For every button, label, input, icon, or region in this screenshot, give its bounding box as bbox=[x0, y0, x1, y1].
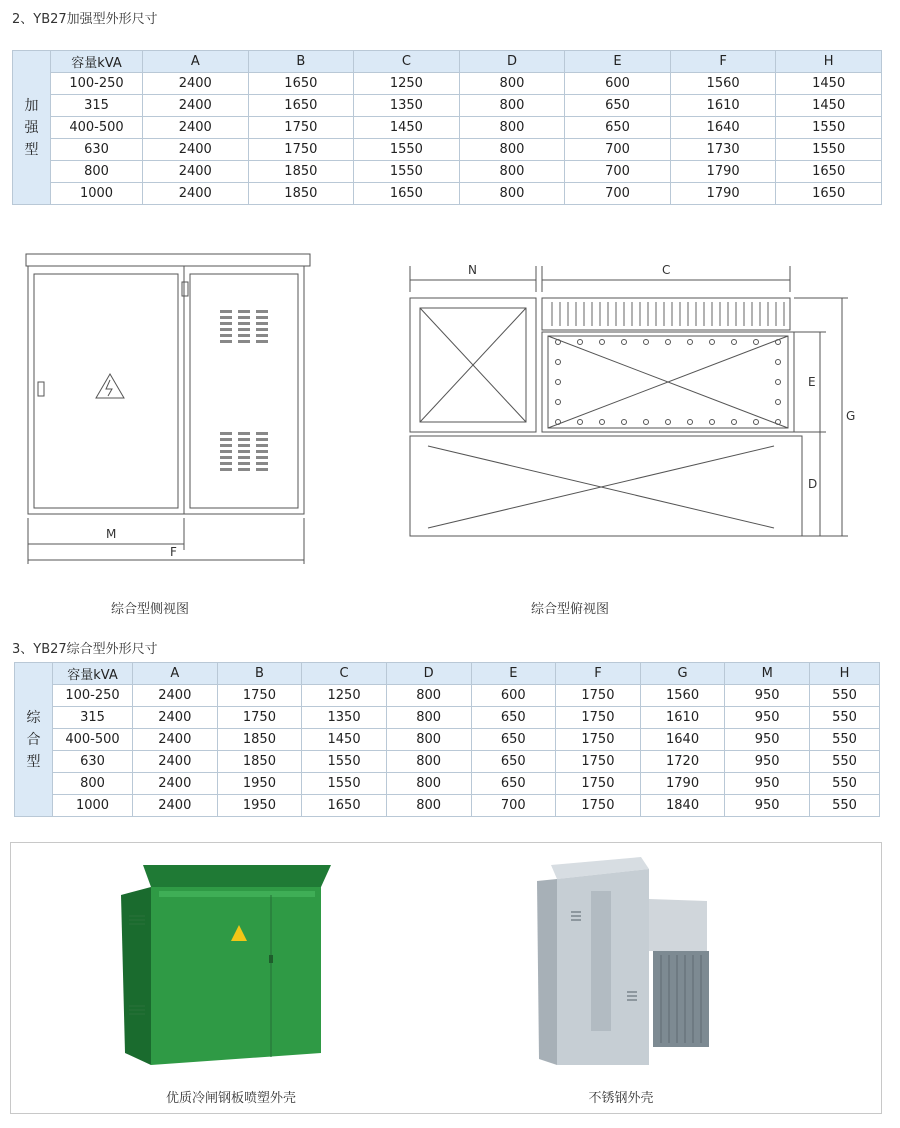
table-row bbox=[15, 773, 880, 795]
upper-louvers bbox=[220, 310, 268, 343]
table-cell: 1840 bbox=[640, 795, 725, 817]
table-cell: 1750 bbox=[556, 773, 641, 795]
table-cell: 1750 bbox=[248, 117, 354, 139]
table-cell: 950 bbox=[725, 795, 810, 817]
table-row bbox=[13, 117, 882, 139]
table-cell: 1790 bbox=[640, 773, 725, 795]
table-cell: 950 bbox=[725, 729, 810, 751]
table-cell: 1750 bbox=[248, 139, 354, 161]
table-cell: 550 bbox=[810, 751, 880, 773]
table-cell: 550 bbox=[810, 795, 880, 817]
table-cell: 1610 bbox=[670, 95, 776, 117]
side-view-caption: 综合型侧视图 bbox=[110, 602, 189, 617]
column-header: F bbox=[670, 51, 776, 73]
table-cell: 800 bbox=[459, 73, 565, 95]
door-handle-icon bbox=[38, 382, 44, 396]
table-cell: 1950 bbox=[217, 795, 302, 817]
table-row bbox=[13, 183, 882, 205]
table-cell: 315 bbox=[53, 707, 133, 729]
table-cell: 1350 bbox=[354, 95, 460, 117]
table-cell: 1650 bbox=[354, 183, 460, 205]
table-cell: 1550 bbox=[302, 751, 387, 773]
table-cell: 600 bbox=[565, 73, 671, 95]
table-cell: 1450 bbox=[776, 95, 882, 117]
table-cell: 1650 bbox=[248, 73, 354, 95]
side-label-cell bbox=[13, 51, 51, 205]
table-cell: 1750 bbox=[217, 685, 302, 707]
table-cell: 1720 bbox=[640, 751, 725, 773]
table-cell: 650 bbox=[471, 773, 556, 795]
table-cell: 1750 bbox=[217, 707, 302, 729]
side-label-cell bbox=[15, 663, 53, 817]
column-header: H bbox=[810, 663, 880, 685]
table-cell: 800 bbox=[386, 773, 471, 795]
table-cell: 630 bbox=[53, 751, 133, 773]
table-cell: 1750 bbox=[556, 751, 641, 773]
table-cell: 315 bbox=[51, 95, 143, 117]
green-cabinet-photo bbox=[121, 855, 341, 1073]
table-cell: 1950 bbox=[217, 773, 302, 795]
table-cell: 400-500 bbox=[51, 117, 143, 139]
table-cell: 800 bbox=[459, 139, 565, 161]
table-cell: 800 bbox=[459, 183, 565, 205]
radiator-fins bbox=[542, 298, 790, 330]
table-cell: 1650 bbox=[776, 183, 882, 205]
table-cell: 950 bbox=[725, 773, 810, 795]
left-cabinet-outline bbox=[28, 266, 184, 514]
table-cell: 1650 bbox=[248, 95, 354, 117]
table-cell: 1250 bbox=[302, 685, 387, 707]
table-cell: 950 bbox=[725, 685, 810, 707]
table-cell: 800 bbox=[459, 95, 565, 117]
table-cell: 700 bbox=[471, 795, 556, 817]
table-header-row bbox=[13, 51, 882, 73]
table-cell: 800 bbox=[459, 161, 565, 183]
table-cell: 1790 bbox=[670, 183, 776, 205]
table-cell: 1640 bbox=[640, 729, 725, 751]
table-cell: 2400 bbox=[143, 139, 249, 161]
table-header-row bbox=[15, 663, 880, 685]
side-label-char: 型 bbox=[24, 141, 39, 158]
right-cabinet-outline bbox=[184, 266, 304, 514]
table-cell: 950 bbox=[725, 707, 810, 729]
table-cell: 800 bbox=[53, 773, 133, 795]
table-cell: 630 bbox=[51, 139, 143, 161]
green-photo-caption: 优质冷闸钢板喷塑外壳 bbox=[165, 1091, 296, 1106]
table-cell: 1750 bbox=[556, 795, 641, 817]
column-header: D bbox=[459, 51, 565, 73]
table-cell: 2400 bbox=[133, 751, 218, 773]
fin-lines bbox=[552, 302, 784, 326]
table-cell: 1750 bbox=[556, 707, 641, 729]
column-header: 容量kVA bbox=[51, 51, 143, 73]
table-row bbox=[15, 751, 880, 773]
table-cell: 100-250 bbox=[53, 685, 133, 707]
table-cell: 2400 bbox=[143, 117, 249, 139]
table-cell: 550 bbox=[810, 685, 880, 707]
column-header: 容量kVA bbox=[53, 663, 133, 685]
table-cell: 1550 bbox=[776, 117, 882, 139]
top-view-drawing bbox=[402, 252, 862, 552]
steel-cabinet-photo bbox=[531, 851, 721, 1075]
column-header: B bbox=[217, 663, 302, 685]
combined-dimension-table bbox=[14, 662, 880, 817]
side-label-char: 综 bbox=[26, 709, 41, 726]
table-cell: 2400 bbox=[133, 685, 218, 707]
table-row bbox=[13, 139, 882, 161]
table-cell: 800 bbox=[386, 751, 471, 773]
table-cell: 800 bbox=[386, 685, 471, 707]
product-photos-panel bbox=[10, 842, 882, 1114]
table-cell: 2400 bbox=[143, 73, 249, 95]
table-cell: 800 bbox=[386, 795, 471, 817]
table-cell: 1550 bbox=[776, 139, 882, 161]
roof-outline bbox=[26, 254, 310, 266]
table-cell: 2400 bbox=[133, 795, 218, 817]
table-cell: 1550 bbox=[302, 773, 387, 795]
side-label-char: 加 bbox=[24, 97, 39, 114]
table-cell: 650 bbox=[565, 117, 671, 139]
table-cell: 1750 bbox=[556, 729, 641, 751]
table-cell: 650 bbox=[565, 95, 671, 117]
table-cell: 1850 bbox=[248, 161, 354, 183]
table-cell: 400-500 bbox=[53, 729, 133, 751]
table-cell: 550 bbox=[810, 729, 880, 751]
side-label-char: 型 bbox=[26, 753, 41, 770]
table-cell: 800 bbox=[386, 729, 471, 751]
table-cell: 650 bbox=[471, 707, 556, 729]
column-header: C bbox=[302, 663, 387, 685]
label-n: N bbox=[468, 263, 477, 277]
reinforced-dimension-table bbox=[12, 50, 882, 205]
label-d: D bbox=[808, 477, 818, 491]
top-view-caption: 综合型俯视图 bbox=[530, 602, 609, 617]
table-cell: 1640 bbox=[670, 117, 776, 139]
label-f: F bbox=[170, 545, 177, 559]
table-cell: 700 bbox=[565, 183, 671, 205]
table-row bbox=[15, 707, 880, 729]
table-row bbox=[15, 795, 880, 817]
section3-heading: 3、YB27综合型外形尺寸 bbox=[12, 642, 158, 657]
table-cell: 2400 bbox=[143, 183, 249, 205]
side-label-char: 合 bbox=[26, 731, 41, 748]
table-cell: 800 bbox=[51, 161, 143, 183]
table-cell: 100-250 bbox=[51, 73, 143, 95]
table-cell: 2400 bbox=[143, 161, 249, 183]
table-cell: 800 bbox=[386, 707, 471, 729]
table-cell: 2400 bbox=[133, 707, 218, 729]
label-m: M bbox=[106, 527, 117, 541]
table-cell: 1450 bbox=[354, 117, 460, 139]
table-cell: 1850 bbox=[217, 729, 302, 751]
table-row bbox=[13, 95, 882, 117]
table-cell: 1560 bbox=[640, 685, 725, 707]
column-header: A bbox=[143, 51, 249, 73]
steel-photo-caption: 不锈钢外壳 bbox=[588, 1091, 654, 1106]
table-cell: 800 bbox=[459, 117, 565, 139]
table-cell: 600 bbox=[471, 685, 556, 707]
table-cell: 2400 bbox=[133, 773, 218, 795]
table-row bbox=[13, 161, 882, 183]
table-cell: 650 bbox=[471, 751, 556, 773]
table-cell: 650 bbox=[471, 729, 556, 751]
table-cell: 1250 bbox=[354, 73, 460, 95]
table-row bbox=[15, 685, 880, 707]
table-cell: 1350 bbox=[302, 707, 387, 729]
table-cell: 2400 bbox=[133, 729, 218, 751]
table-row bbox=[15, 729, 880, 751]
table-cell: 700 bbox=[565, 161, 671, 183]
section2-heading: 2、YB27加强型外形尺寸 bbox=[12, 12, 158, 27]
table-cell: 1850 bbox=[248, 183, 354, 205]
table-cell: 2400 bbox=[143, 95, 249, 117]
table-cell: 950 bbox=[725, 751, 810, 773]
table-cell: 1560 bbox=[670, 73, 776, 95]
column-header: G bbox=[640, 663, 725, 685]
column-header: M bbox=[725, 663, 810, 685]
table-row bbox=[13, 73, 882, 95]
table-cell: 1850 bbox=[217, 751, 302, 773]
label-c: C bbox=[662, 263, 671, 277]
table-cell: 1750 bbox=[556, 685, 641, 707]
table-cell: 550 bbox=[810, 773, 880, 795]
table-cell: 1550 bbox=[354, 139, 460, 161]
column-header: E bbox=[565, 51, 671, 73]
label-g: G bbox=[846, 409, 856, 423]
table-cell: 550 bbox=[810, 707, 880, 729]
table-cell: 1610 bbox=[640, 707, 725, 729]
column-header: E bbox=[471, 663, 556, 685]
table-cell: 1650 bbox=[776, 161, 882, 183]
column-header: F bbox=[556, 663, 641, 685]
lower-louvers bbox=[220, 432, 268, 471]
table-cell: 1650 bbox=[302, 795, 387, 817]
warning-triangle-icon bbox=[96, 374, 124, 398]
side-view-drawing bbox=[20, 252, 320, 572]
table-cell: 1550 bbox=[354, 161, 460, 183]
table-cell: 700 bbox=[565, 139, 671, 161]
table-cell: 1450 bbox=[302, 729, 387, 751]
column-header: A bbox=[133, 663, 218, 685]
column-header: D bbox=[386, 663, 471, 685]
side-label-char: 强 bbox=[24, 119, 39, 136]
column-header: C bbox=[354, 51, 460, 73]
table-cell: 1000 bbox=[51, 183, 143, 205]
table-cell: 1450 bbox=[776, 73, 882, 95]
table-cell: 1000 bbox=[53, 795, 133, 817]
label-e: E bbox=[808, 375, 816, 389]
table-cell: 1790 bbox=[670, 161, 776, 183]
table-cell: 1730 bbox=[670, 139, 776, 161]
column-header: B bbox=[248, 51, 354, 73]
column-header: H bbox=[776, 51, 882, 73]
